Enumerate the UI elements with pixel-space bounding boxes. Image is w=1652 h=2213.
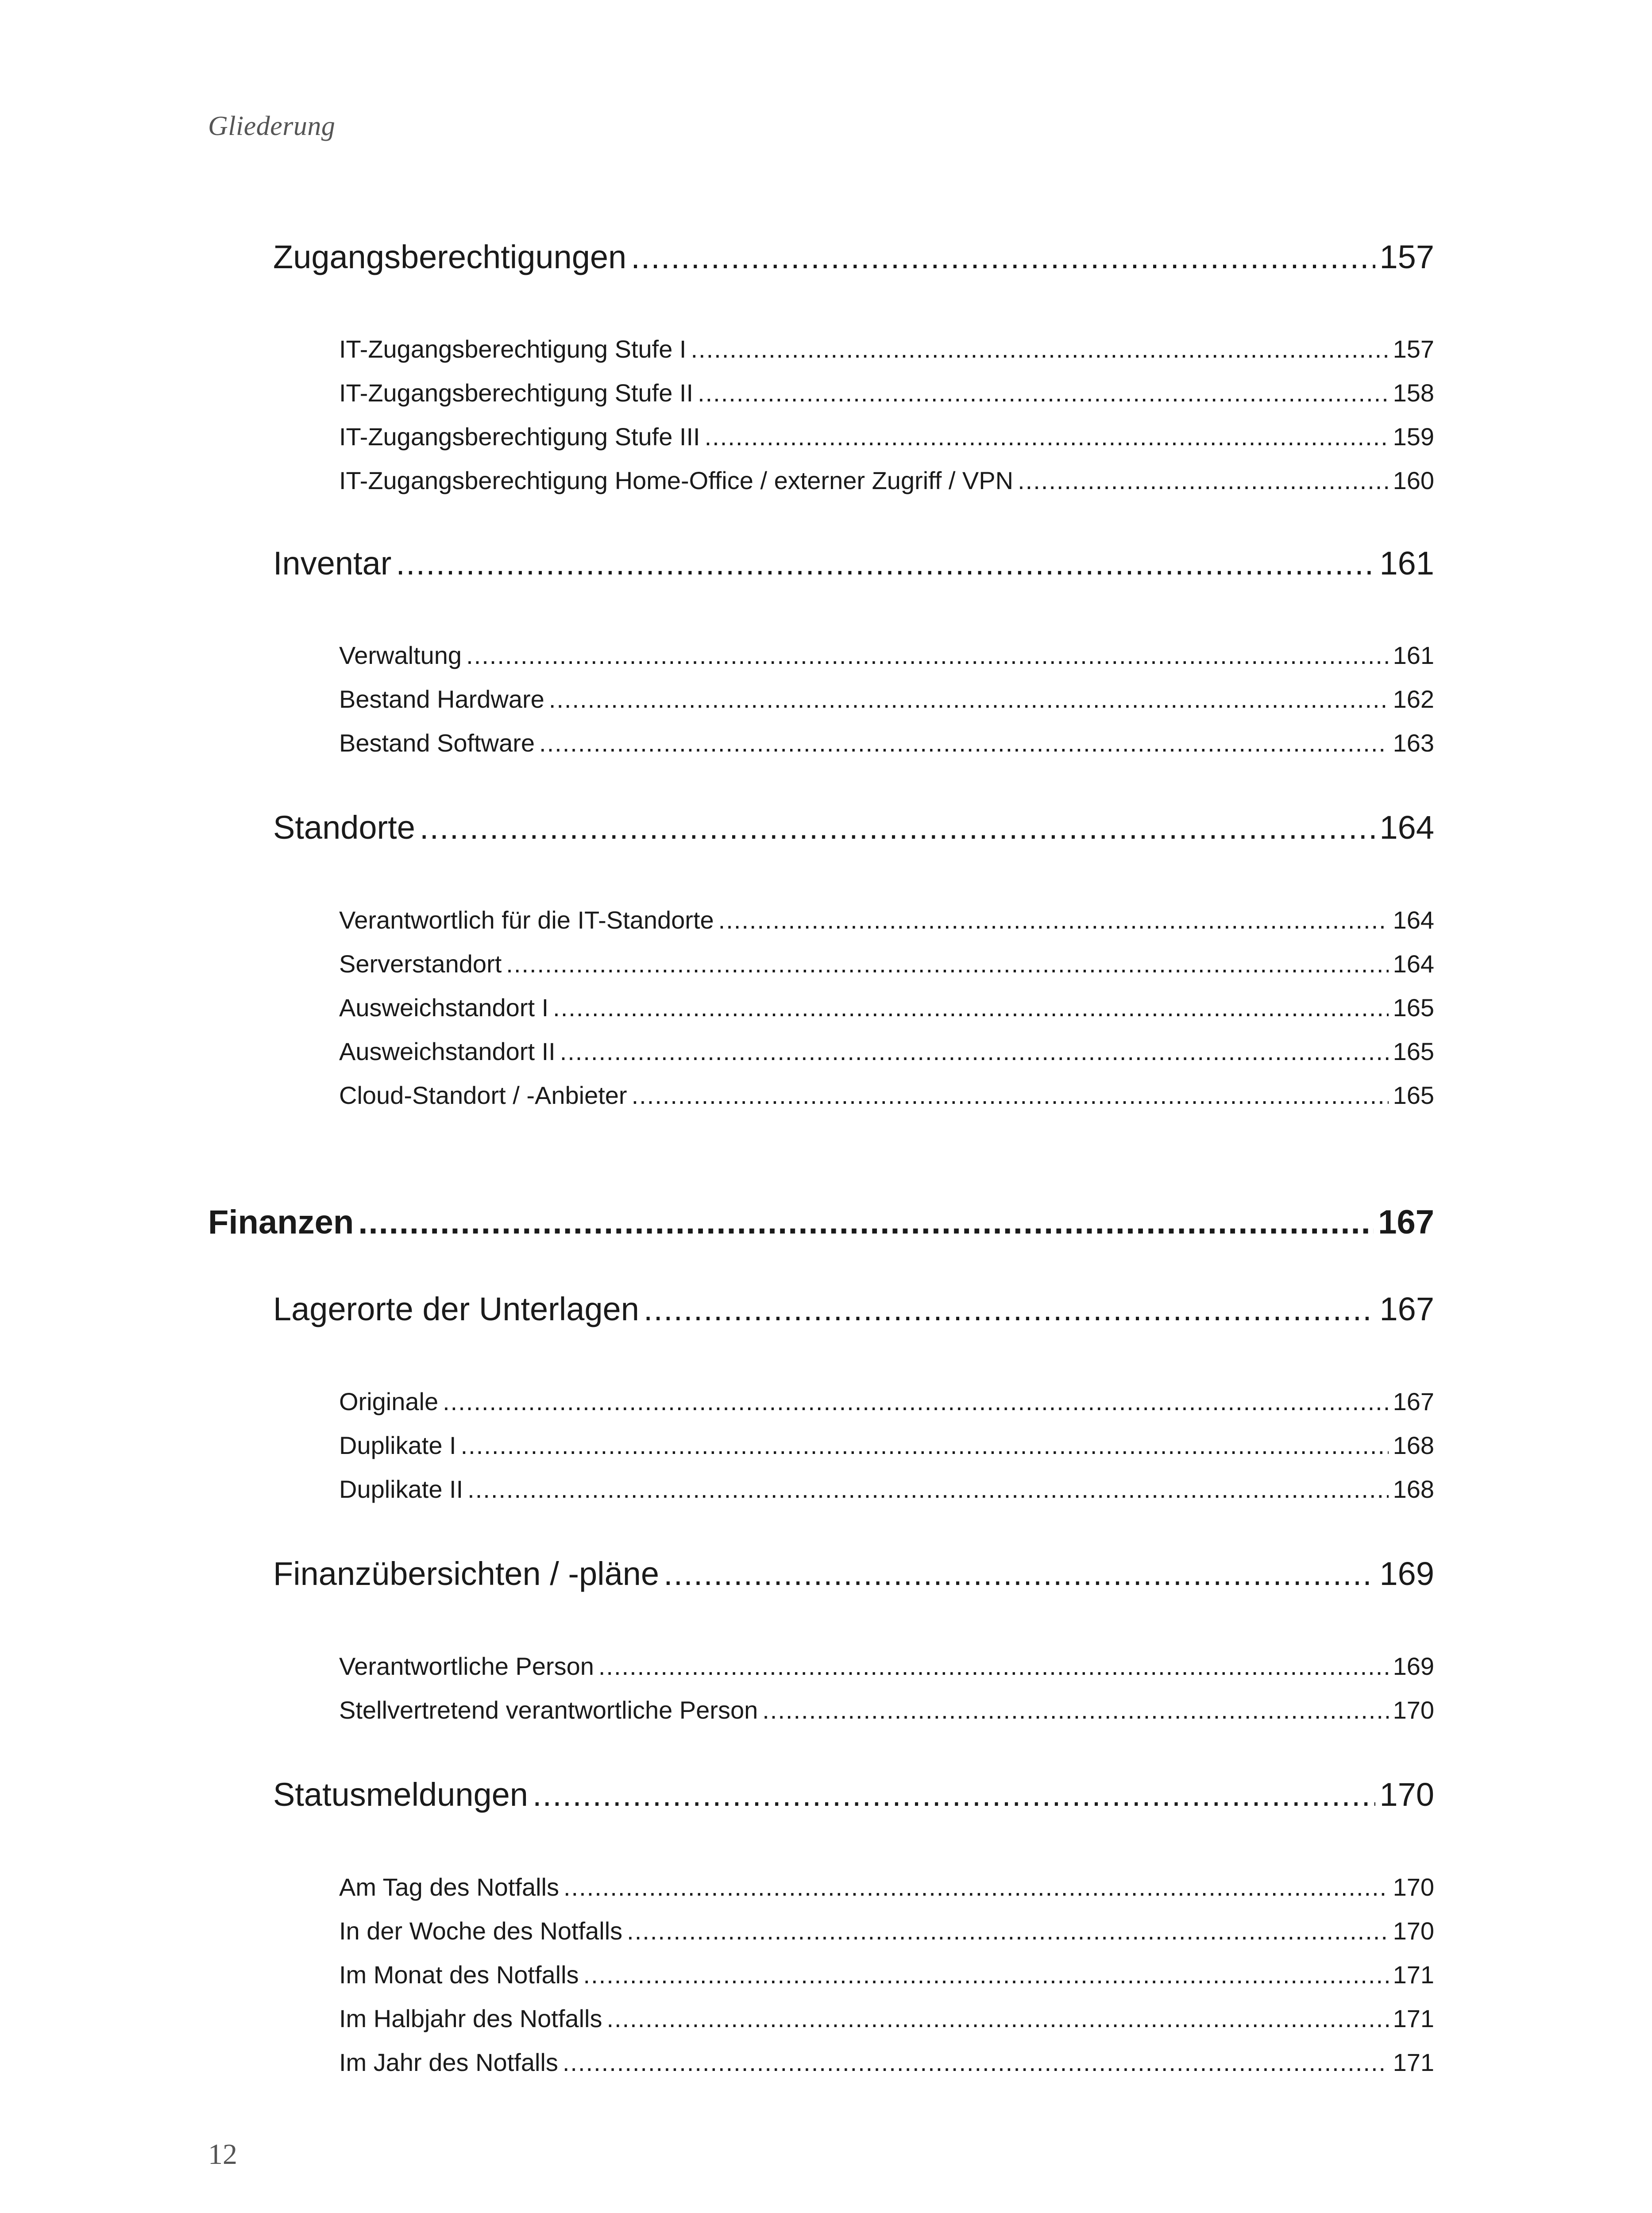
toc-entry-subsection[interactable] [339, 729, 1434, 757]
toc-entry-subsection[interactable] [339, 641, 1434, 670]
toc-entry-section[interactable] [273, 1290, 1434, 1328]
toc-entry-title: Bestand Software [339, 729, 535, 757]
toc-entry-subsection[interactable] [339, 1475, 1434, 1504]
toc-entry-title: Im Halbjahr des Notfalls [339, 2005, 602, 2032]
dot-leader [358, 1203, 1374, 1241]
dot-leader [539, 729, 1389, 757]
toc-entry-title: Ausweichstandort II [339, 1037, 556, 1065]
toc-entry-subsection[interactable] [339, 1387, 1434, 1416]
dot-leader [705, 422, 1389, 451]
dot-leader [563, 2048, 1389, 2077]
dot-leader [583, 1960, 1389, 1989]
toc-entry-page: 168 [1393, 1475, 1434, 1503]
toc-entry-page: 170 [1393, 1696, 1434, 1724]
dot-leader [698, 378, 1389, 407]
toc-entry-page: 157 [1379, 239, 1434, 275]
toc-entry-subsection[interactable] [339, 993, 1434, 1022]
dot-leader [560, 1037, 1389, 1066]
toc-entry-page: 168 [1393, 1431, 1434, 1459]
page-number: 12 [208, 2138, 237, 2171]
toc-entry-page: 159 [1393, 423, 1434, 451]
toc-entry-page: 161 [1393, 641, 1434, 669]
toc-entry-subsection[interactable] [339, 1873, 1434, 1901]
toc-entry-title: Cloud-Standort / -Anbieter [339, 1081, 627, 1109]
dot-leader [691, 335, 1389, 363]
toc-entry-title: In der Woche des Notfalls [339, 1917, 623, 1945]
toc-entry-page: 165 [1393, 1037, 1434, 1065]
toc-entry-title: Inventar [273, 545, 392, 582]
dot-leader [443, 1387, 1388, 1416]
toc-entry-page: 171 [1393, 2048, 1434, 2076]
toc-entry-page: 164 [1379, 809, 1434, 846]
dot-leader [549, 685, 1389, 713]
toc-entry-title: IT-Zugangsberechtigung Stufe III [339, 423, 700, 451]
toc-entry-subsection[interactable] [339, 466, 1434, 495]
toc-entry-page: 163 [1393, 729, 1434, 757]
dot-leader [762, 1696, 1388, 1724]
toc-entry-subsection[interactable] [339, 2048, 1434, 2077]
toc-entry-page: 169 [1393, 1652, 1434, 1680]
toc-entry-page: 165 [1393, 1081, 1434, 1109]
toc-entry-subsection[interactable] [339, 1696, 1434, 1724]
toc-entry-title: Im Jahr des Notfalls [339, 2048, 558, 2076]
toc-entry-subsection[interactable] [339, 422, 1434, 451]
toc-entry-page: 165 [1393, 994, 1434, 1022]
toc-entry-title: IT-Zugangsberechtigung Home-Office / externer Zugriff / VPN [339, 467, 1014, 494]
toc-entry-title: Statusmeldungen [273, 1776, 528, 1813]
toc-entry-page: 167 [1378, 1203, 1434, 1241]
toc-entry-page: 161 [1379, 545, 1434, 582]
dot-leader [466, 641, 1388, 670]
toc-entry-page: 157 [1393, 335, 1434, 363]
toc-entry-title: Standorte [273, 809, 415, 846]
running-head: Gliederung [208, 111, 336, 141]
toc-entry-subsection[interactable] [339, 2004, 1434, 2033]
toc-entry-page: 158 [1393, 379, 1434, 407]
toc-entry-subsection[interactable] [339, 378, 1434, 407]
toc-entry-title: Zugangsberechtigungen [273, 239, 627, 275]
toc-entry-page: 162 [1393, 685, 1434, 713]
toc-entry-section[interactable] [273, 809, 1434, 846]
toc-entry-page: 170 [1379, 1776, 1434, 1813]
toc-entry-subsection[interactable] [339, 1652, 1434, 1681]
toc-entry-page: 160 [1393, 467, 1434, 494]
toc-entry-section[interactable] [273, 238, 1434, 276]
toc-entry-title: IT-Zugangsberechtigung Stufe II [339, 379, 694, 407]
toc-entry-title: Am Tag des Notfalls [339, 1873, 559, 1901]
toc-entry-title: Finanzübersichten / -pläne [273, 1555, 660, 1592]
toc-entry-chapter[interactable] [208, 1203, 1434, 1241]
toc-entry-title: Verantwortliche Person [339, 1652, 594, 1680]
toc-entry-section[interactable] [273, 1555, 1434, 1592]
toc-entry-title: Verantwortlich für die IT-Standorte [339, 906, 714, 934]
toc-entry-page: 171 [1393, 1961, 1434, 1989]
toc-entry-title: Ausweichstandort I [339, 994, 549, 1022]
toc-entry-page: 170 [1393, 1917, 1434, 1945]
dot-leader [506, 949, 1388, 978]
dot-leader [564, 1873, 1389, 1901]
toc-entry-section[interactable] [273, 1776, 1434, 1813]
dot-leader [606, 2004, 1388, 2033]
dot-leader [1018, 466, 1388, 495]
dot-leader [718, 906, 1389, 934]
toc-entry-title: Finanzen [208, 1203, 354, 1241]
toc-entry-title: IT-Zugangsberechtigung Stufe I [339, 335, 687, 363]
toc-entry-page: 171 [1393, 2005, 1434, 2032]
toc-entry-title: Duplikate I [339, 1431, 456, 1459]
toc-entry-page: 170 [1393, 1873, 1434, 1901]
dot-leader [461, 1431, 1389, 1460]
dot-leader [632, 1081, 1389, 1110]
dot-leader [631, 238, 1375, 276]
dot-leader [533, 1776, 1375, 1813]
toc-entry-subsection[interactable] [339, 1037, 1434, 1066]
toc-entry-section[interactable] [273, 544, 1434, 582]
toc-entry-title: Bestand Hardware [339, 685, 544, 713]
toc-entry-subsection[interactable] [339, 1081, 1434, 1110]
dot-leader [598, 1652, 1389, 1681]
toc-entry-title: Serverstandort [339, 950, 502, 978]
toc-entry-subsection[interactable] [339, 906, 1434, 934]
dot-leader [420, 809, 1375, 846]
dot-leader [644, 1290, 1375, 1328]
toc-entry-title: Im Monat des Notfalls [339, 1961, 579, 1989]
toc-entry-page: 167 [1393, 1388, 1434, 1415]
dot-leader [664, 1555, 1375, 1592]
toc-entry-subsection[interactable] [339, 949, 1434, 978]
toc-entry-title: Verwaltung [339, 641, 462, 669]
toc-entry-title: Originale [339, 1388, 439, 1415]
toc-entry-page: 164 [1393, 950, 1434, 978]
toc-entry-subsection[interactable] [339, 685, 1434, 713]
toc-entry-title: Lagerorte der Unterlagen [273, 1291, 639, 1327]
toc-entry-page: 169 [1379, 1555, 1434, 1592]
dot-leader [553, 993, 1388, 1022]
toc-entry-page: 164 [1393, 906, 1434, 934]
dot-leader [467, 1475, 1388, 1504]
toc-entry-subsection[interactable] [339, 335, 1434, 363]
toc-entry-subsection[interactable] [339, 1431, 1434, 1460]
dot-leader [396, 544, 1375, 582]
toc-entry-subsection[interactable] [339, 1916, 1434, 1945]
toc-entry-title: Duplikate II [339, 1475, 463, 1503]
dot-leader [627, 1916, 1388, 1945]
toc-entry-page: 167 [1379, 1291, 1434, 1327]
toc-entry-title: Stellvertretend verantwortliche Person [339, 1696, 758, 1724]
toc-entry-subsection[interactable] [339, 1960, 1434, 1989]
